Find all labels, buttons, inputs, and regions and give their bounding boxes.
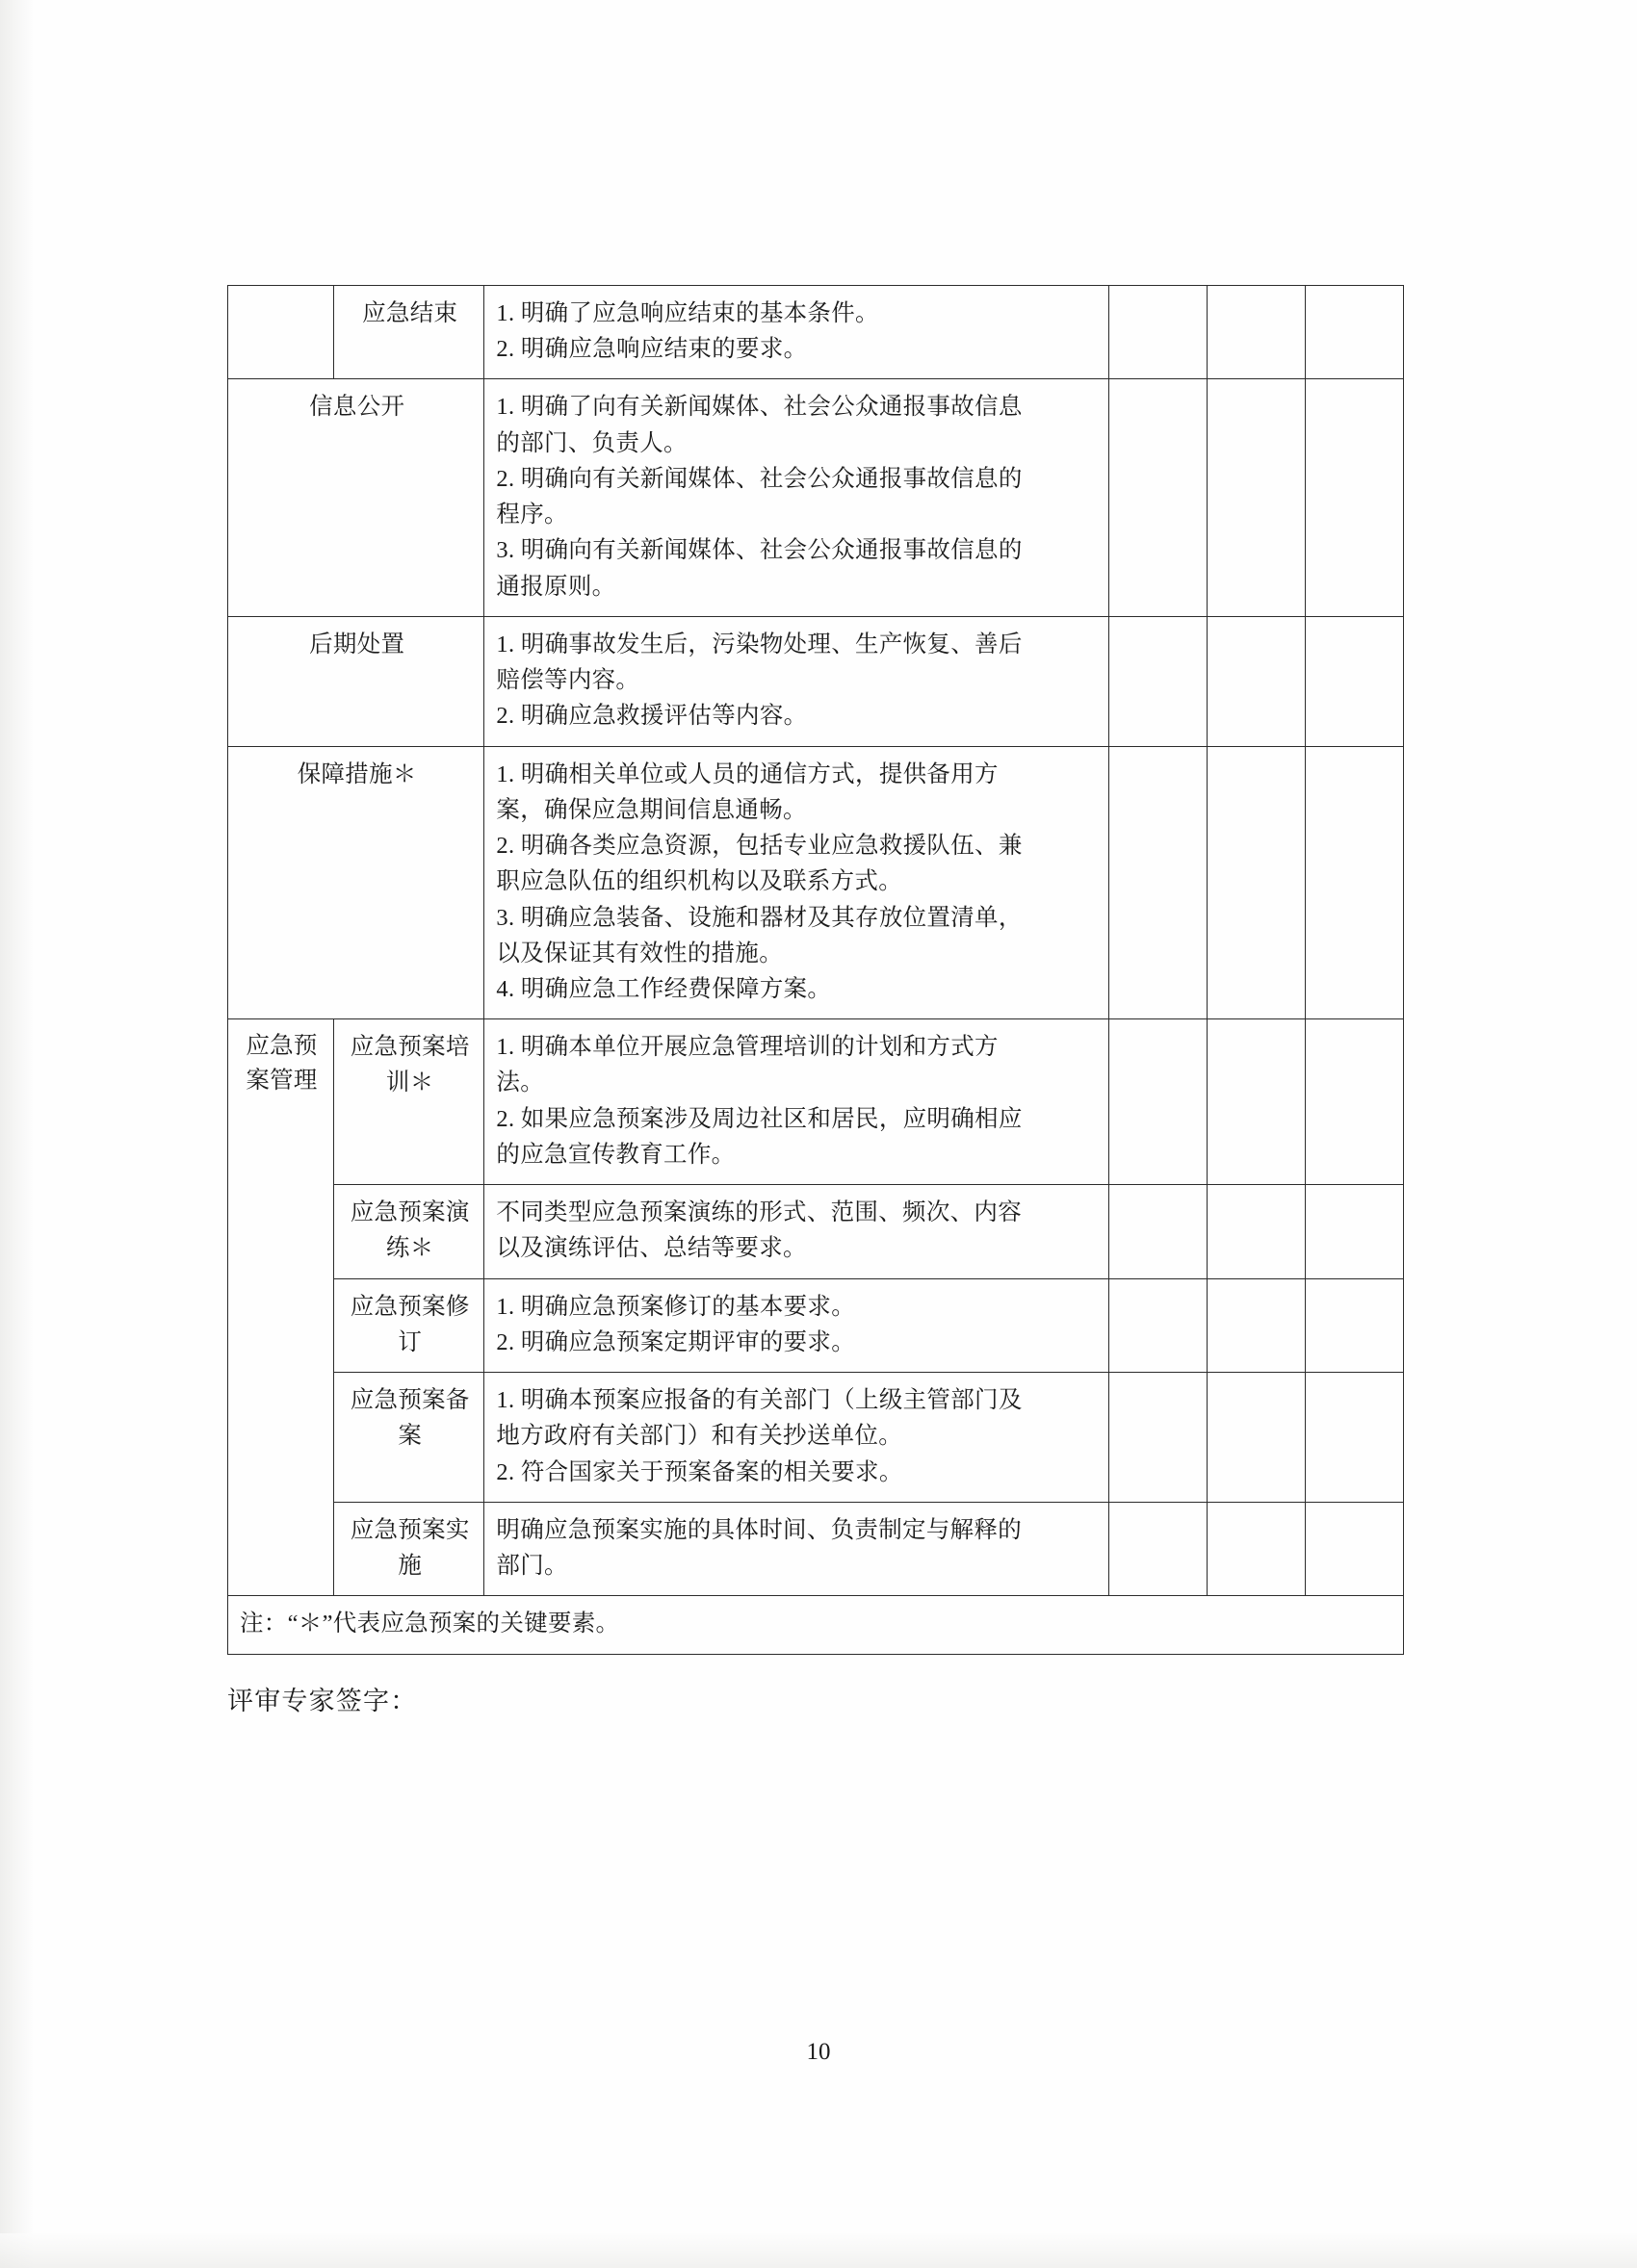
table-row xyxy=(228,379,1404,616)
review-mark-cell[interactable] xyxy=(1109,379,1208,616)
content-line: 1. 明确了应急响应结束的基本条件。 xyxy=(496,300,879,326)
review-mark-cell[interactable] xyxy=(1109,1502,1208,1595)
secondary-element-cell xyxy=(334,286,484,379)
secondary-element-label-line2: 训＊ xyxy=(385,1070,434,1096)
primary-element-label-line1: 应急预 xyxy=(246,1033,318,1060)
content-line: 2. 如果应急预案涉及周边社区和居民，应明确相应 xyxy=(496,1105,1023,1132)
content-line: 3. 明确向有关新闻媒体、社会公众通报事故信息的 xyxy=(496,537,1023,564)
primary-element-label-line2: 案管理 xyxy=(246,1067,318,1094)
scan-edge-left xyxy=(0,0,33,2268)
review-content-cell xyxy=(484,1373,1109,1503)
review-mark-cell[interactable] xyxy=(1306,1019,1404,1185)
review-mark-cell[interactable] xyxy=(1306,286,1404,379)
review-mark-cell[interactable] xyxy=(1208,1373,1306,1503)
content-line: 职应急队伍的组织机构以及联系方式。 xyxy=(496,868,903,895)
secondary-element-label-line2: 订 xyxy=(398,1328,423,1355)
content-line: 3. 明确应急装备、设施和器材及其存放位置清单， xyxy=(496,904,1023,931)
review-content-cell xyxy=(484,1185,1109,1278)
review-content-cell xyxy=(484,1019,1109,1185)
review-mark-cell[interactable] xyxy=(1208,1278,1306,1372)
table-row xyxy=(228,1502,1404,1595)
secondary-element-cell xyxy=(334,1019,484,1185)
secondary-element-label: 应急结束 xyxy=(362,300,458,326)
review-mark-cell[interactable] xyxy=(1109,1373,1208,1503)
content-line: 部门。 xyxy=(496,1553,568,1580)
review-mark-cell[interactable] xyxy=(1109,1019,1208,1185)
secondary-element-cell xyxy=(334,1185,484,1278)
review-content-cell xyxy=(484,286,1109,379)
review-mark-cell[interactable] xyxy=(1306,1185,1404,1278)
secondary-element-label-line1: 应急预案演 xyxy=(350,1199,470,1226)
secondary-element-cell xyxy=(334,1373,484,1503)
secondary-element-label-line1: 应急预案实 xyxy=(350,1516,470,1543)
secondary-element-label-line1: 应急预案修 xyxy=(350,1293,470,1320)
content-line: 案，确保应急期间信息通畅。 xyxy=(496,796,807,823)
content-line: 2. 明确应急预案定期评审的要求。 xyxy=(496,1328,856,1355)
secondary-element-cell xyxy=(334,1278,484,1372)
content-line: 通报原则。 xyxy=(496,573,616,600)
review-mark-cell[interactable] xyxy=(1306,1278,1404,1372)
table-row xyxy=(228,1185,1404,1278)
review-content-cell xyxy=(484,1502,1109,1595)
content-line: 1. 明确相关单位或人员的通信方式，提供备用方 xyxy=(496,760,999,787)
content-line: 1. 明确事故发生后，污染物处理、生产恢复、善后 xyxy=(496,631,1023,657)
table-row xyxy=(228,1278,1404,1372)
content-line: 2. 明确应急救援评估等内容。 xyxy=(496,703,808,730)
review-mark-cell[interactable] xyxy=(1109,1278,1208,1372)
content-line: 以及演练评估、总结等要求。 xyxy=(496,1235,807,1262)
content-line: 1. 明确本单位开展应急管理培训的计划和方式方 xyxy=(496,1034,999,1061)
content-line: 1. 明确本预案应报备的有关部门（上级主管部门及 xyxy=(496,1387,1023,1414)
review-content-cell xyxy=(484,746,1109,1019)
table-row xyxy=(228,616,1404,746)
primary-element-label: 保障措施＊ xyxy=(297,760,417,787)
secondary-element-label-line2: 施 xyxy=(398,1553,423,1580)
review-mark-cell[interactable] xyxy=(1208,1502,1306,1595)
review-mark-cell[interactable] xyxy=(1306,1502,1404,1595)
review-mark-cell[interactable] xyxy=(1109,286,1208,379)
secondary-element-label-line1: 应急预案备 xyxy=(350,1387,470,1414)
review-mark-cell[interactable] xyxy=(1109,1185,1208,1278)
primary-element-cell xyxy=(228,746,484,1019)
review-mark-cell[interactable] xyxy=(1306,1373,1404,1503)
content-line: 2. 明确应急响应结束的要求。 xyxy=(496,336,808,363)
review-mark-cell[interactable] xyxy=(1208,379,1306,616)
primary-element-cell-plan-management xyxy=(228,1019,334,1596)
review-content-cell xyxy=(484,379,1109,616)
table-row xyxy=(228,286,1404,379)
review-content-cell xyxy=(484,1278,1109,1372)
content-line: 2. 明确向有关新闻媒体、社会公众通报事故信息的 xyxy=(496,465,1023,492)
primary-element-cell xyxy=(228,286,334,379)
secondary-element-cell xyxy=(334,1502,484,1595)
secondary-element-label-line1: 应急预案培 xyxy=(350,1034,470,1061)
table-note-text: 注：“＊”代表应急预案的关键要素。 xyxy=(240,1611,620,1637)
table-row xyxy=(228,1019,1404,1185)
primary-element-cell xyxy=(228,616,484,746)
expert-signature-label: 评审专家签字： xyxy=(227,1687,418,1715)
evaluation-table-wrapper xyxy=(227,285,1404,1655)
review-mark-cell[interactable] xyxy=(1208,1185,1306,1278)
primary-element-cell xyxy=(228,379,484,616)
review-mark-cell[interactable] xyxy=(1109,616,1208,746)
content-line: 不同类型应急预案演练的形式、范围、频次、内容 xyxy=(496,1199,1023,1226)
review-mark-cell[interactable] xyxy=(1208,616,1306,746)
review-mark-cell[interactable] xyxy=(1306,746,1404,1019)
review-mark-cell[interactable] xyxy=(1208,286,1306,379)
primary-element-label: 信息公开 xyxy=(309,394,405,421)
content-line: 地方政府有关部门）和有关抄送单位。 xyxy=(496,1423,903,1450)
content-line: 1. 明确应急预案修订的基本要求。 xyxy=(496,1293,856,1320)
table-row xyxy=(228,1373,1404,1503)
content-line: 4. 明确应急工作经费保障方案。 xyxy=(496,975,832,1002)
review-mark-cell[interactable] xyxy=(1306,616,1404,746)
content-line: 法。 xyxy=(496,1070,545,1096)
content-line: 1. 明确了向有关新闻媒体、社会公众通报事故信息 xyxy=(496,394,1023,421)
content-line: 赔偿等内容。 xyxy=(496,667,640,694)
page-number: 10 xyxy=(806,2039,831,2065)
review-mark-cell[interactable] xyxy=(1208,1019,1306,1185)
content-line: 以及保证其有效性的措施。 xyxy=(496,940,784,966)
content-line: 的应急宣传教育工作。 xyxy=(496,1141,736,1168)
content-line: 2. 明确各类应急资源，包括专业应急救援队伍、兼 xyxy=(496,833,1023,860)
primary-element-label: 后期处置 xyxy=(309,631,405,657)
review-mark-cell[interactable] xyxy=(1306,379,1404,616)
secondary-element-label-line2: 练＊ xyxy=(385,1235,434,1262)
scan-edge-bottom xyxy=(0,2233,1637,2268)
table-note-cell xyxy=(228,1596,1404,1654)
table-row xyxy=(228,746,1404,1019)
content-line: 程序。 xyxy=(496,502,568,528)
content-line: 2. 符合国家关于预案备案的相关要求。 xyxy=(496,1458,903,1485)
content-line: 明确应急预案实施的具体时间、负责制定与解释的 xyxy=(496,1516,1023,1543)
content-line: 的部门、负责人。 xyxy=(496,429,688,456)
review-content-cell xyxy=(484,616,1109,746)
table-note-row xyxy=(228,1596,1404,1654)
review-mark-cell[interactable] xyxy=(1109,746,1208,1019)
secondary-element-label-line2: 案 xyxy=(398,1423,423,1450)
review-mark-cell[interactable] xyxy=(1208,746,1306,1019)
evaluation-table xyxy=(227,285,1404,1655)
